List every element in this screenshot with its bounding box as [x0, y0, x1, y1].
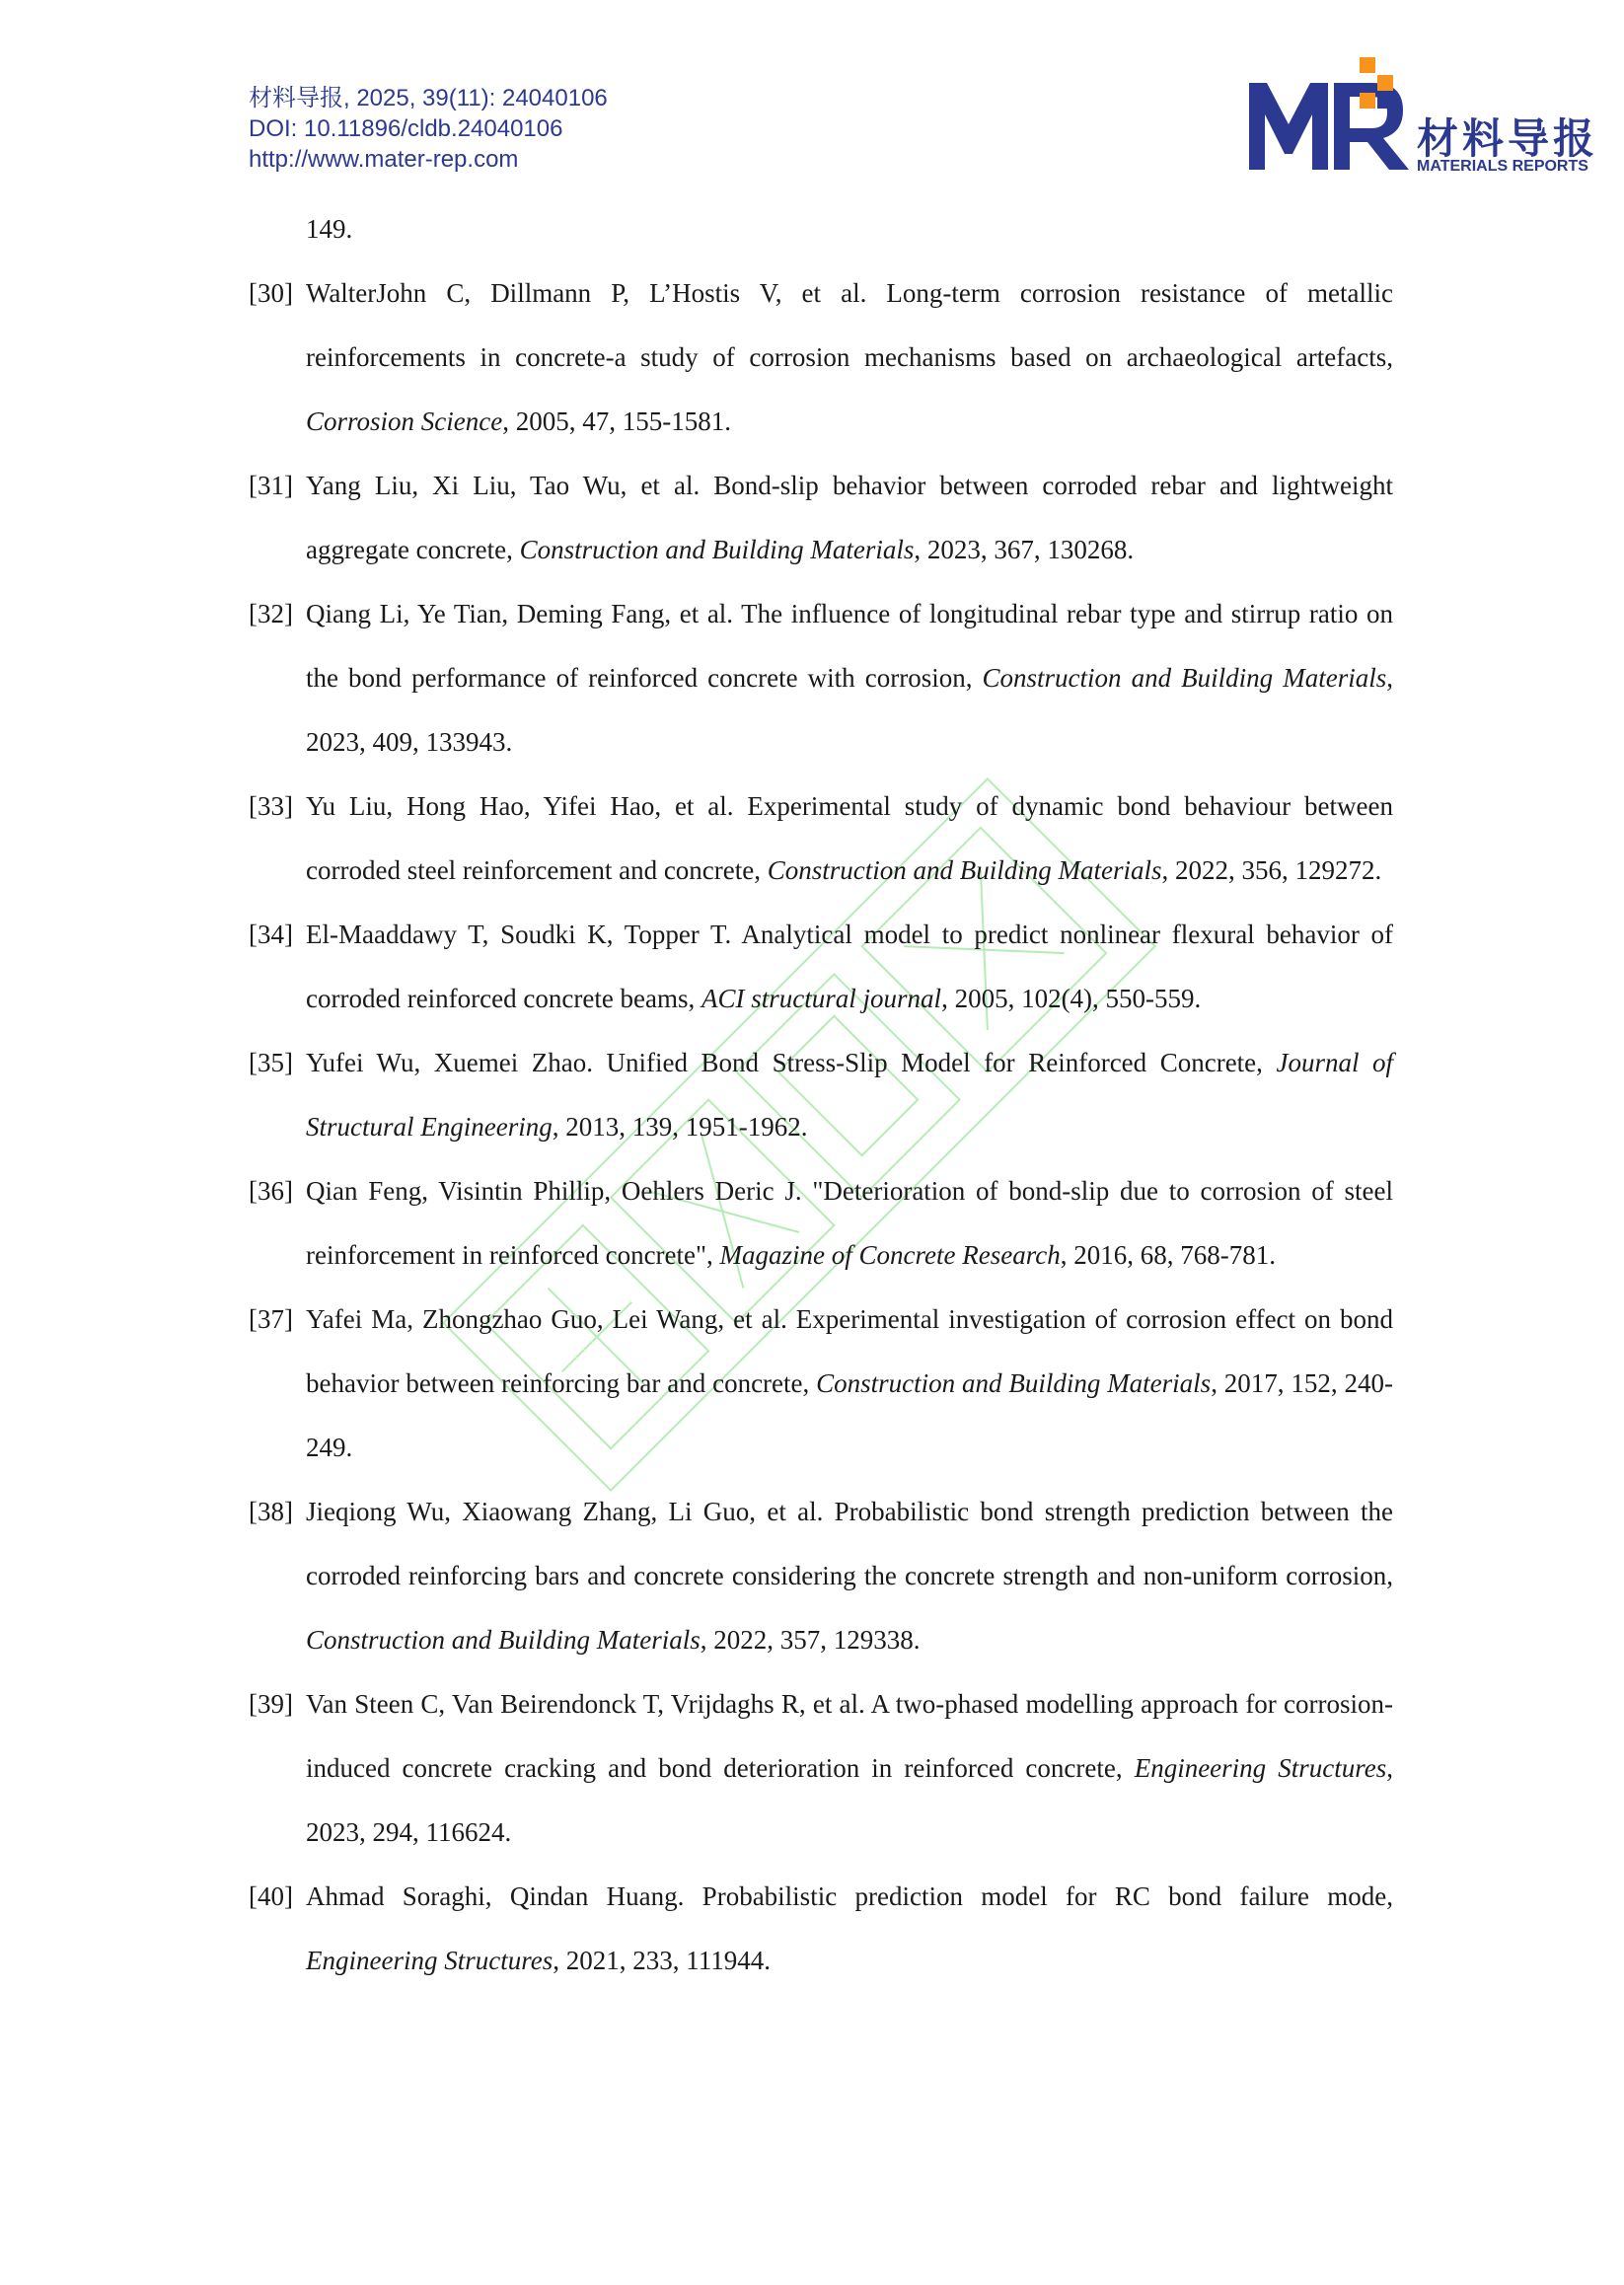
reference-item: [249, 1031, 1393, 1159]
reference-text: Ahmad Soraghi, Qindan Huang. Probabilistic prediction model for RC bond failure mode,: [306, 1881, 1393, 1911]
reference-details: , 2023, 294, 116624.: [306, 1753, 1394, 1847]
reference-text: Yang Liu, Xi Liu, Tao Wu, et al. Bond-slip behavior between corroded rebar and lightweight aggregate concrete,: [306, 471, 1393, 564]
reference-item: [249, 774, 1393, 903]
reference-journal: Magazine of Concrete Research: [719, 1240, 1061, 1270]
reference-journal: Corrosion Science: [306, 406, 503, 436]
reference-item: [249, 1480, 1393, 1672]
reference-number: [34]: [249, 920, 293, 949]
reference-item: [249, 903, 1393, 1031]
reference-details: , 2022, 357, 129338.: [700, 1625, 921, 1655]
reference-details: , 2022, 356, 129272.: [1161, 855, 1382, 885]
reference-number: [40]: [249, 1881, 293, 1911]
reference-item: [249, 261, 1393, 454]
logo-english-title: MATERIALS REPORTS: [1417, 158, 1588, 175]
reference-text: Qiang Li, Ye Tian, Deming Fang, et al. The influence of longitudinal rebar type and stirrup ratio on the bond performance of reinforced concrete with corrosion,: [306, 599, 1393, 693]
reference-details: , 2017, 152, 240-249.: [306, 1368, 1393, 1462]
reference-journal: Construction and Building Materials: [816, 1368, 1212, 1398]
reference-number: [32]: [249, 599, 293, 628]
reference-list: [249, 197, 1393, 1993]
reference-number: [39]: [249, 1689, 293, 1719]
citation-line: 材料导报, 2025, 39(11): 24040106: [249, 85, 608, 111]
journal-logo: [1245, 55, 1600, 178]
logo-chinese-title: 材料导报: [1417, 114, 1599, 163]
reference-text: Yafei Ma, Zhongzhao Guo, Lei Wang, et al. Experimental investigation of corrosion effect on bond behavior between reinforcing bar and concrete,: [306, 1304, 1393, 1398]
reference-number: [37]: [249, 1304, 293, 1334]
reference-item: [249, 1159, 1393, 1288]
reference-text: Jieqiong Wu, Xiaowang Zhang, Li Guo, et al. Probabilistic bond strength prediction between the corroded reinforcing bars and concrete considering the concrete strength and non-uniform corrosion,: [306, 1497, 1393, 1590]
reference-text: Yufei Wu, Xuemei Zhao. Unified Bond Stress-Slip Model for Reinforced Concrete,: [306, 1048, 1277, 1077]
doi-line: DOI: 10.11896/cldb.24040106: [249, 115, 563, 142]
reference-text: Yu Liu, Hong Hao, Yifei Hao, et al. Experimental study of dynamic bond behaviour between corroded steel reinforcement and concrete,: [306, 791, 1393, 885]
reference-text: WalterJohn C, Dillmann P, L’Hostis V, et al. Long-term corrosion resistance of metallic reinforcements in concrete-a study of corrosion mechanisms based on archaeological artefacts,: [306, 278, 1393, 372]
reference-details: , 2005, 102(4), 550-559.: [941, 984, 1202, 1013]
continuation-text: 149.: [306, 214, 353, 244]
reference-item: [249, 1865, 1393, 1993]
reference-details: , 2023, 367, 130268.: [914, 535, 1135, 564]
reference-journal: ACI structural journal: [701, 984, 942, 1013]
reference-number: [31]: [249, 471, 293, 500]
reference-journal: Journal of Structural Engineering: [306, 1048, 1394, 1142]
reference-item: [249, 1672, 1393, 1865]
reference-details: , 2005, 47, 155-1581.: [502, 406, 731, 436]
reference-journal: Engineering Structures: [306, 1946, 554, 1975]
reference-journal: Construction and Building Materials: [767, 855, 1162, 885]
reference-number: [33]: [249, 791, 293, 821]
reference-details: , 2013, 139, 1951-1962.: [552, 1112, 808, 1142]
reference-item: [249, 582, 1393, 774]
reference-journal: Construction and Building Materials: [519, 535, 915, 564]
journal-header: [249, 83, 608, 175]
reference-number: [38]: [249, 1497, 293, 1526]
url-line: http://www.mater-rep.com: [249, 146, 519, 173]
reference-journal: Construction and Building Materials: [306, 1625, 701, 1655]
reference-number: [36]: [249, 1176, 293, 1206]
reference-details: , 2021, 233, 111944.: [553, 1946, 771, 1975]
reference-journal: Construction and Building Materials: [982, 663, 1387, 693]
mr-logo-icon: [1245, 55, 1413, 178]
reference-text: Qian Feng, Visintin Phillip, Oehlers Deric J. "Deterioration of bond-slip due to corrosion of steel reinforcement in reinforced concrete",: [306, 1176, 1393, 1270]
reference-details: , 2016, 68, 768-781.: [1060, 1240, 1276, 1270]
reference-number: [30]: [249, 278, 293, 308]
reference-journal: Engineering Structures: [1134, 1753, 1387, 1783]
reference-item: [249, 454, 1393, 582]
reference-text: El-Maaddawy T, Soudki K, Topper T. Analytical model to predict nonlinear flexural behavior of corroded reinforced concrete beams,: [306, 920, 1393, 1013]
reference-number: [35]: [249, 1048, 293, 1077]
reference-item: [249, 1288, 1393, 1480]
reference-details: , 2023, 409, 133943.: [306, 663, 1393, 757]
reference-text: Van Steen C, Van Beirendonck T, Vrijdaghs R, et al. A two-phased modelling approach for corrosion-induced concrete cracking and bond deterioration in reinforced concrete,: [306, 1689, 1393, 1783]
